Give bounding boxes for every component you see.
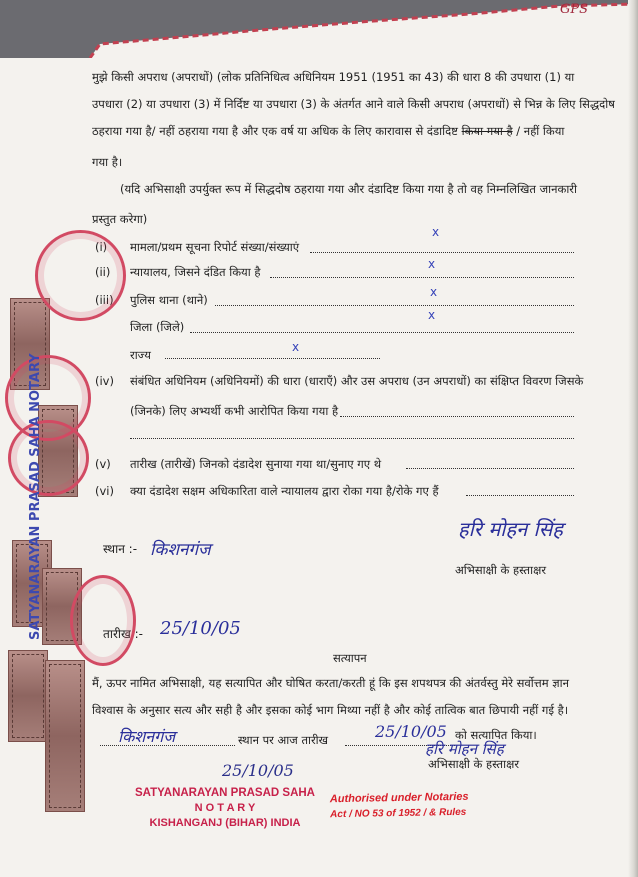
item-4-line2: (जिनके) लिए अभ्यर्थी कभी आरोपित किया गया है xyxy=(130,404,339,418)
item-2-mark: x xyxy=(428,257,436,271)
item-state-label: राज्य xyxy=(130,348,151,362)
item-2-label: न्यायालय, जिसने दंडित किया है xyxy=(130,265,261,279)
page-right-edge xyxy=(628,0,638,877)
item-district-line xyxy=(190,332,574,333)
notary-initials: 25/10/05 xyxy=(222,761,294,780)
place-value: किशनगंज xyxy=(150,540,211,560)
notary-title: N O T A R Y xyxy=(194,802,256,814)
item-2-line xyxy=(270,277,574,278)
item-district-mark: x xyxy=(428,308,436,322)
para1-line4: गया है। xyxy=(92,155,123,169)
item-3-line xyxy=(215,305,574,306)
item-state-line xyxy=(165,358,380,359)
header-scrawl: GPS xyxy=(560,2,589,17)
notary-place: KISHANGANJ (BIHAR) INDIA xyxy=(149,817,301,829)
date-label: तारीख :- xyxy=(103,627,143,641)
verification-mid-text: स्थान पर आज तारीख xyxy=(238,733,329,747)
verification-line1: मैं, ऊपर नामित अभिसाक्षी, यह सत्यापित और घोषित करता/करती हूं कि इस शपथपत्र की अंतर्वस्तु मेरे सर्वोत्तम ज्ञान xyxy=(92,676,569,690)
torn-top-edge xyxy=(0,0,638,58)
deponent-signature: हरि मोहन सिंह xyxy=(458,517,563,541)
item-3-num: (iii) xyxy=(95,293,114,307)
item-5-num: (v) xyxy=(95,457,111,471)
verification-end-text: को सत्यापित किया। xyxy=(455,728,537,742)
para1-line3-b: / नहीं किया xyxy=(516,124,565,138)
notary-stamp xyxy=(125,786,325,831)
para1-line3-a: ठहराया गया है/ नहीं ठहराया गया है और एक वर्ष या अधिक के लिए कारावास से दंडादिष्ट xyxy=(92,124,458,138)
registration-line2: Act / NO 53 of 1952 / & Rules xyxy=(330,806,467,821)
deponent-sign-label: अभिसाक्षी के हस्ताक्षर xyxy=(455,563,547,577)
item-4-num: (iv) xyxy=(95,374,114,388)
notary-seal-4 xyxy=(70,575,136,666)
notary-name: SATYANARAYAN PRASAD SAHA xyxy=(135,787,315,799)
item-2-num: (ii) xyxy=(95,265,111,279)
registration-line1: Authorised under Notaries xyxy=(329,790,469,806)
left-margin-stamp: SATYANARAYAN PRASAD SAHA NOTARY xyxy=(28,353,43,640)
revenue-stamp-6 xyxy=(45,660,85,812)
para1-line3 xyxy=(92,124,564,138)
item-3-mark: x xyxy=(430,285,438,299)
para1-line2: उपधारा (2) या उपधारा (3) में निर्दिष्ट या उपधारा (3) के अंतर्गत आने वाले किसी अपराध (अपराधों) से भिन्न के लिए सिद्धदोष xyxy=(92,97,615,111)
verification-sign-label: अभिसाक्षी के हस्ताक्षर xyxy=(428,757,520,771)
para1-line1: मुझे किसी अपराध (अपराधों) (लोक प्रतिनिधित्व अधिनियम 1951 (1951 का 43) की धारा 8 की उपधारा (1) या xyxy=(92,70,575,84)
item-1-label: मामला/प्रथम सूचना रिपोर्ट संख्या/संख्याएं xyxy=(130,240,300,254)
revenue-stamp-5 xyxy=(8,650,48,742)
item-state-mark: x xyxy=(292,340,300,354)
verification-place-line xyxy=(100,745,235,746)
notary-seal-1 xyxy=(35,230,126,321)
item-6-line xyxy=(466,495,574,496)
item-1-mark: x xyxy=(432,225,440,239)
item-5-label: तारीख (तारीखें) जिनको दंडादेश सुनाया गया था/सुनाए गए थे xyxy=(130,457,382,471)
item-6-label: क्या दंडादेश सक्षम अधिकारिता वाले न्यायालय द्वारा रोका गया है/रोके गए हैं xyxy=(130,484,439,498)
para2-line2: प्रस्तुत करेगा) xyxy=(92,212,148,226)
item-6-num: (vi) xyxy=(95,484,114,498)
verification-heading: सत्यापन xyxy=(333,651,367,665)
para2-line1: (यदि अभिसाक्षी उपर्युक्त रूप में सिद्धदोष ठहराया गया और दंडादिष्ट किया गया है तो वह निम्नलिखित जानकारी xyxy=(120,182,577,196)
item-4-line-b xyxy=(130,438,574,439)
item-4-line-a xyxy=(340,416,574,417)
item-1-line xyxy=(310,252,574,253)
item-1-num: (i) xyxy=(95,240,108,254)
item-4-line1: संबंधित अधिनियम (अधिनियमों) की धारा (धाराएँ) और उस अपराध (उन अपराधों) का संक्षिप्त विवरण जिसके xyxy=(130,374,584,388)
notary-seal-3 xyxy=(8,420,89,496)
verification-signature: हरि मोहन सिंह xyxy=(425,740,504,758)
verification-line2: विश्वास के अनुसार सत्य और सही है और इसका कोई भाग मिथ्या नहीं है और कोई तात्विक बात छिपायी नहीं गई है। xyxy=(92,703,569,717)
item-5-line xyxy=(406,468,574,469)
registration-stamp xyxy=(330,790,469,822)
para1-line3-struck: किया गया है xyxy=(461,124,513,138)
verification-place: किशनगंज xyxy=(118,727,176,746)
date-value: 25/10/05 xyxy=(160,618,241,639)
item-3-label: पुलिस थाना (थाने) xyxy=(130,293,208,307)
verification-date: 25/10/05 xyxy=(375,722,447,741)
place-label: स्थान :- xyxy=(103,542,138,556)
item-district-label: जिला (जिले) xyxy=(130,320,185,334)
